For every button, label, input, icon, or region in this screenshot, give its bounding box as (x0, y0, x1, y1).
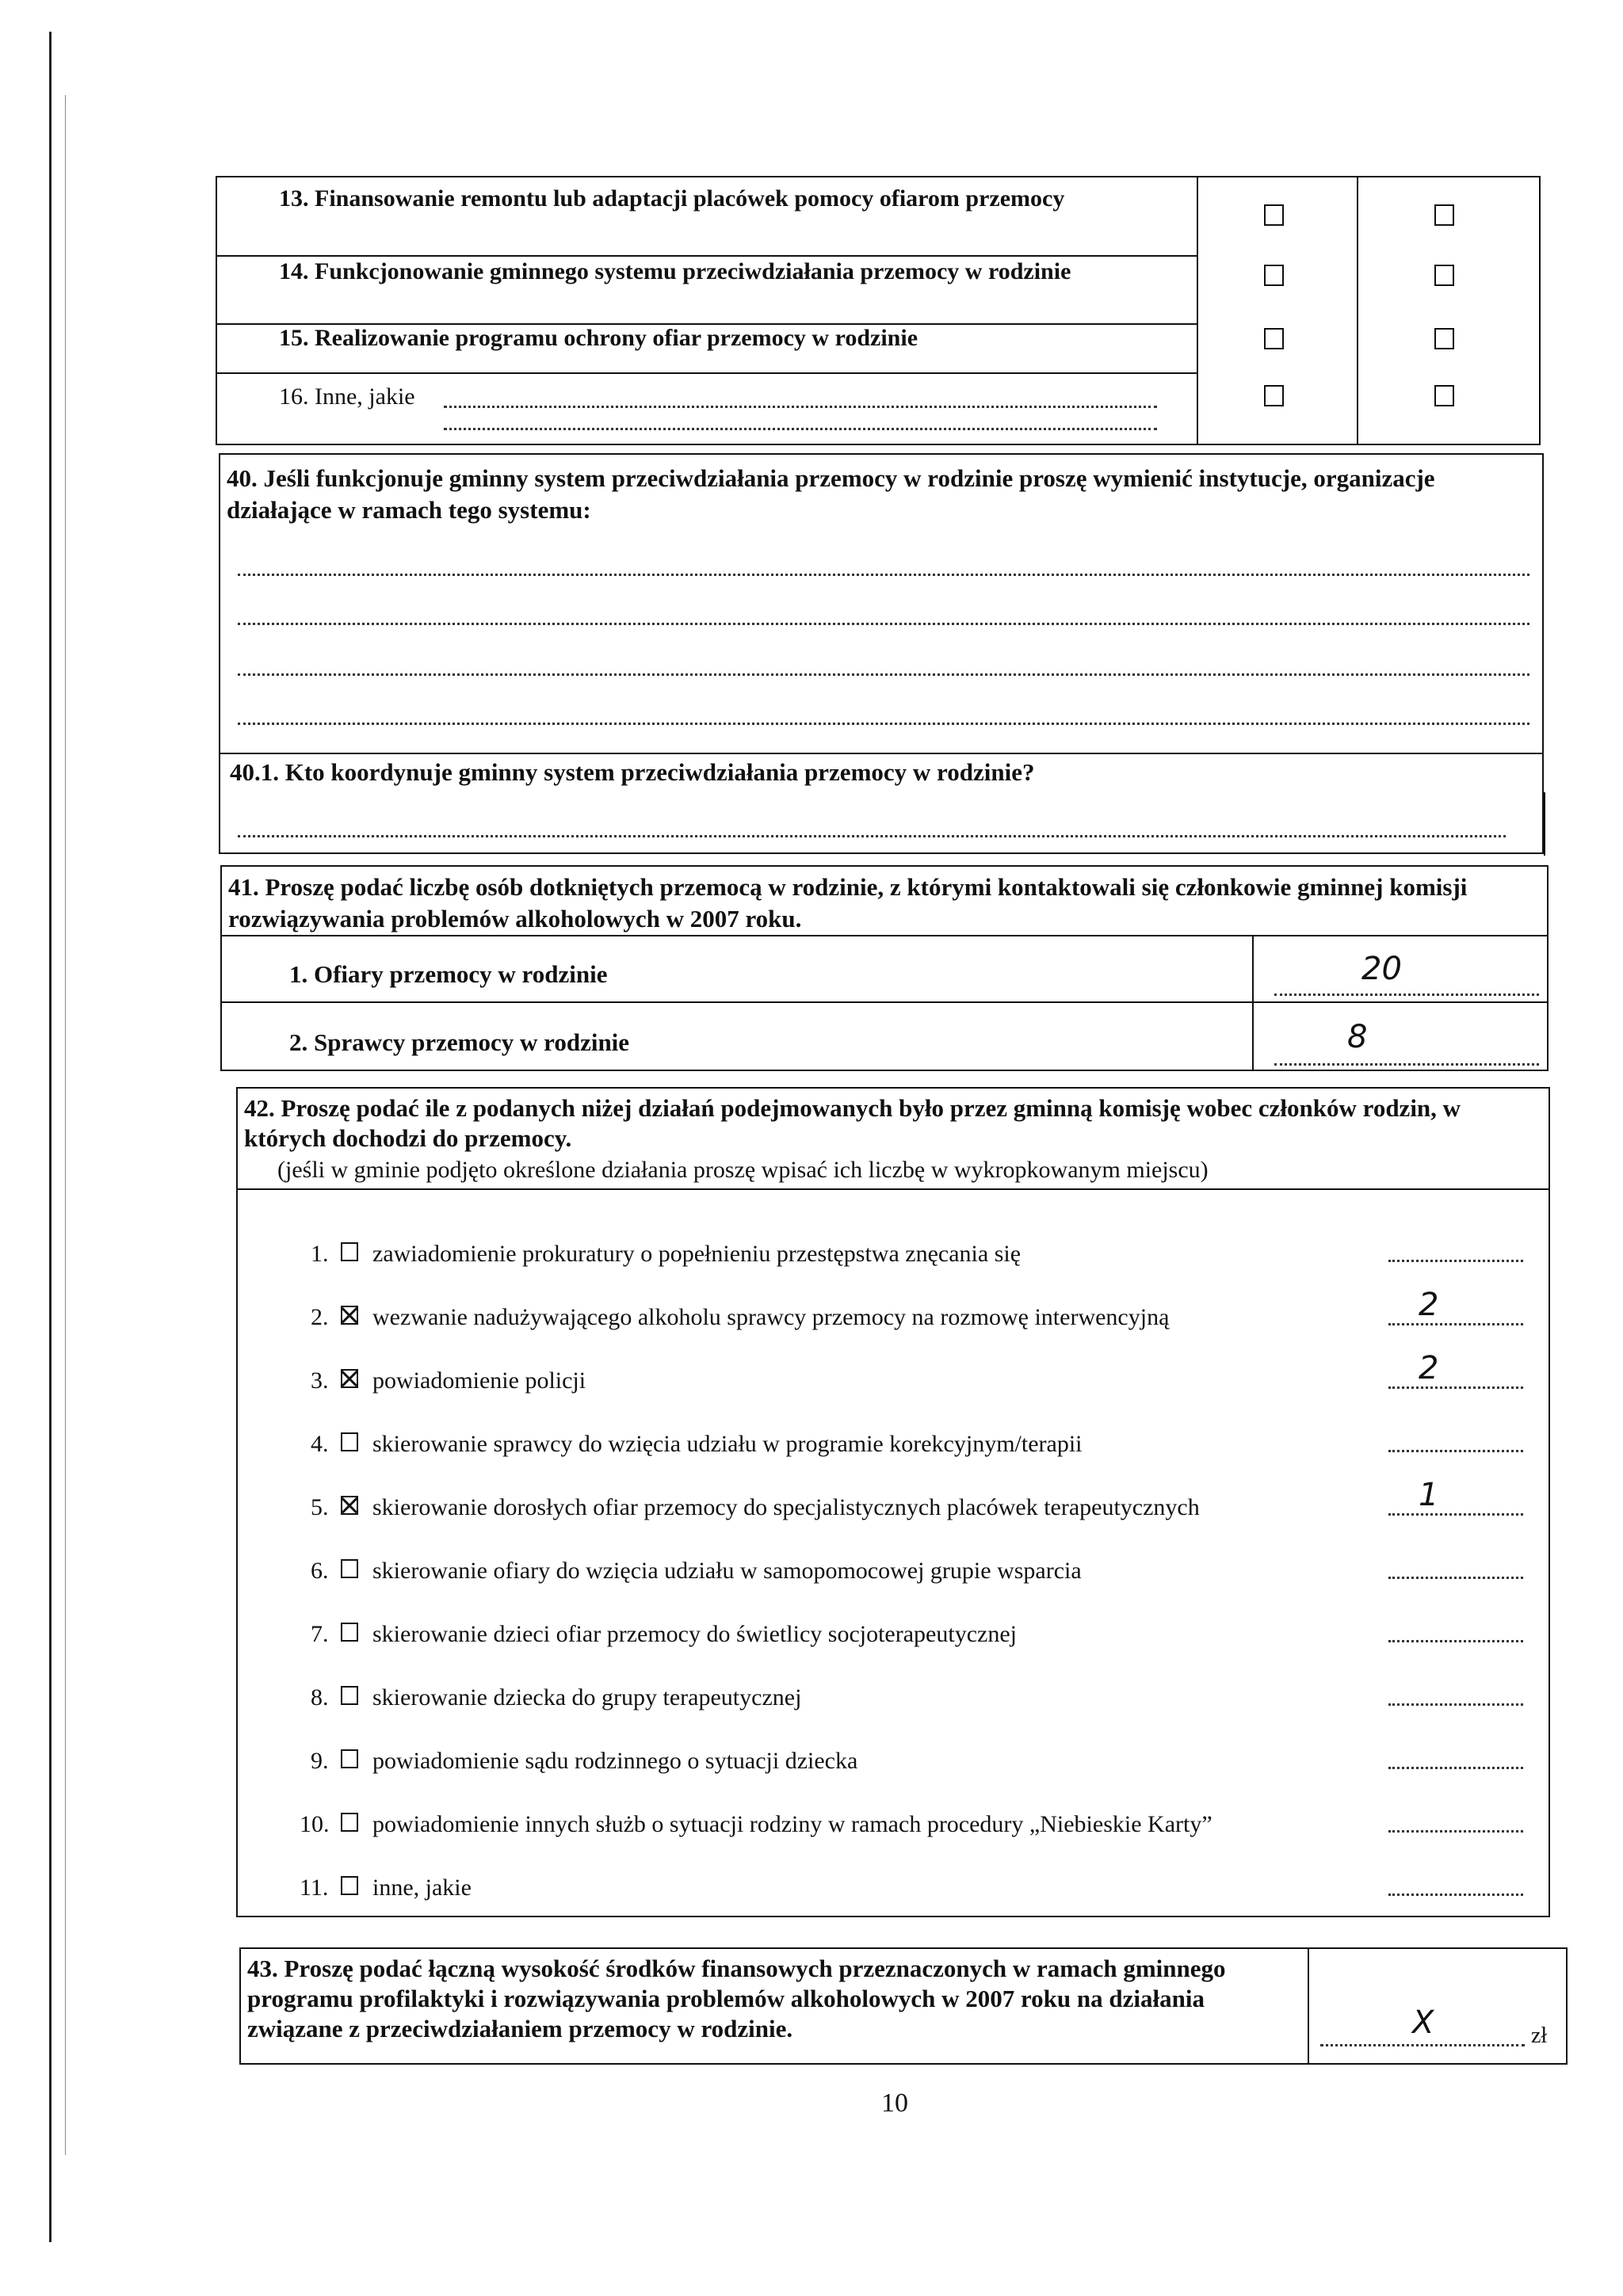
q39-row-16-dots-1 (444, 406, 1157, 408)
q42-item-count-dots (1388, 1450, 1523, 1452)
q42-item-checkbox[interactable] (341, 1813, 358, 1832)
q42-item-count-dots (1388, 1830, 1523, 1833)
binding-edge (49, 32, 52, 2242)
q40-answer-line-4 (238, 723, 1529, 725)
q39-row-16-checkbox-a[interactable] (1264, 385, 1284, 406)
q42-item-count-dots (1388, 1577, 1523, 1579)
q42-item-count-value[interactable]: 2 (1419, 1287, 1439, 1323)
q41-row-2-value[interactable]: 8 (1347, 1019, 1368, 1055)
q41-row-2-label: 2. Sprawcy przemocy w rodzinie (289, 1028, 630, 1056)
q42-item-count-dots (1388, 1640, 1523, 1642)
q42-item-label: inne, jakie (372, 1875, 472, 1901)
q42-item-count-dots (1388, 1260, 1523, 1262)
q43-amount-value[interactable]: X (1412, 2004, 1434, 2041)
q42-item-count-dots (1388, 1703, 1523, 1706)
q42-item-label: powiadomienie innych służb o sytuacji rodziny w ramach procedury „Niebieskie Karty” (372, 1811, 1212, 1837)
binding-edge-faint (65, 95, 66, 2155)
page-number: 10 (881, 2088, 908, 2118)
q41-question: 41. Proszę podać liczbę osób dotkniętych przemocą w rodzinie, z którymi kontaktowali się członkowie gminnej komisji rozwiązywania problemów alkoholowych w 2007 roku. (228, 873, 1468, 933)
q42-item-label: skierowanie dorosłych ofiar przemocy do specjalistycznych placówek terapeutycznych (372, 1494, 1200, 1520)
q39-row-14-checkbox-a[interactable] (1264, 265, 1284, 286)
q42-item-count-dots (1388, 1386, 1523, 1389)
q42-item-count-value[interactable]: 1 (1419, 1477, 1439, 1513)
q43-currency-unit: zł (1531, 2023, 1548, 2048)
q42-item-checkbox[interactable] (341, 1876, 358, 1895)
q42-item-label: skierowanie dziecka do grupy terapeutycznej (372, 1684, 802, 1711)
q39-row-13-checkbox-b[interactable] (1434, 204, 1454, 226)
q42-item-label: powiadomienie policji (372, 1367, 586, 1394)
q42-item-number: 3. (311, 1367, 329, 1394)
q42-item-count-dots (1388, 1767, 1523, 1769)
q42-item-checkbox[interactable] (341, 1369, 358, 1388)
q39-row-16-dots-2 (444, 428, 1157, 430)
q42-item-checkbox[interactable] (341, 1559, 358, 1578)
q42-item-checkbox[interactable] (341, 1623, 358, 1642)
q39-row-14-label: 14. Funkcjonowanie gminnego systemu przeciwdziałania przemocy w rodzinie (279, 258, 1071, 284)
q42-item-label: zawiadomienie prokuratury o popełnieniu przestępstwa znęcania się (372, 1241, 1022, 1267)
q41-row-2-dots (1274, 1063, 1539, 1066)
q42-item-count-value[interactable]: 2 (1419, 1350, 1439, 1386)
q42-item-number: 5. (311, 1494, 329, 1520)
q41-row-1-dots (1274, 994, 1539, 996)
q42-item-checkbox[interactable] (341, 1749, 358, 1768)
q40-answer-line-1 (238, 574, 1529, 576)
q42-item-number: 8. (311, 1684, 329, 1711)
q42-item-label: wezwanie nadużywającego alkoholu sprawcy przemocy na rozmowę interwencyjną (372, 1304, 1170, 1330)
q39-row-16-label: 16. Inne, jakie (279, 383, 415, 410)
q40-1-answer-line (238, 835, 1506, 837)
q42-item-checkbox[interactable] (341, 1432, 358, 1451)
q42-item-checkbox[interactable] (341, 1496, 358, 1515)
q40-1-question: 40.1. Kto koordynuje gminny system przeciwdziałania przemocy w rodzinie? (230, 758, 1035, 786)
q40-answer-line-2 (238, 623, 1529, 625)
q42-item-number: 9. (311, 1748, 329, 1774)
q43-amount-dots (1320, 2044, 1525, 2046)
q42-item-checkbox[interactable] (341, 1242, 358, 1261)
q42-item-label: skierowanie ofiary do wzięcia udziału w samopomocowej grupie wsparcia (372, 1558, 1082, 1584)
q39-row-14-checkbox-b[interactable] (1434, 265, 1454, 286)
q39-row-16-checkbox-b[interactable] (1434, 385, 1454, 406)
q42-item-count-dots (1388, 1323, 1523, 1325)
q39-row-15-label: 15. Realizowanie programu ochrony ofiar przemocy w rodzinie (279, 325, 918, 351)
q41-row-1-label: 1. Ofiary przemocy w rodzinie (289, 960, 608, 988)
q42-item-label: powiadomienie sądu rodzinnego o sytuacji dziecka (372, 1748, 858, 1774)
q42-item-number: 11. (300, 1875, 329, 1901)
q42-item-count-dots (1388, 1894, 1523, 1896)
q42-item-number: 4. (311, 1431, 329, 1457)
q42-item-number: 7. (311, 1621, 329, 1647)
q39-row-13-checkbox-a[interactable] (1264, 204, 1284, 226)
q42-item-checkbox[interactable] (341, 1306, 358, 1325)
q42-item-number: 6. (311, 1558, 329, 1584)
q42-question: 42. Proszę podać ile z podanych niżej działań podejmowanych było przez gminną komisję wobec członków rodzin, w których dochodzi do przemocy. (244, 1094, 1461, 1152)
q42-item-checkbox[interactable] (341, 1686, 358, 1705)
q39-row-15-checkbox-a[interactable] (1264, 328, 1284, 349)
q42-note: (jeśli w gminie podjęto określone działania proszę wpisać ich liczbę w wykropkowanym miejscu) (277, 1157, 1209, 1183)
q40-answer-line-3 (238, 673, 1529, 676)
q42-item-label: skierowanie sprawcy do wzięcia udziału w programie korekcyjnym/terapii (372, 1431, 1083, 1457)
q39-row-15-checkbox-b[interactable] (1434, 328, 1454, 349)
q40-question: 40. Jeśli funkcjonuje gminny system przeciwdziałania przemocy w rodzinie proszę wymienić instytucje, organizacje działające w ramach tego systemu: (227, 464, 1435, 524)
q42-item-label: skierowanie dzieci ofiar przemocy do świetlicy socjoterapeutycznej (372, 1621, 1017, 1647)
q43-question: 43. Proszę podać łączną wysokość środków finansowych przeznaczonych w ramach gminnego programu profilaktyki i rozwiązywania problemów alkoholowych w 2007 roku na działania związane z przeciwdziałaniem przemocy w rodzinie. (247, 1955, 1226, 2042)
q42-item-number: 1. (311, 1241, 329, 1267)
q42-item-count-dots (1388, 1513, 1523, 1516)
q42-item-number: 10. (300, 1811, 330, 1837)
q42-item-number: 2. (311, 1304, 329, 1330)
q41-row-1-value[interactable]: 20 (1361, 951, 1402, 987)
q39-row-13-label: 13. Finansowanie remontu lub adaptacji placówek pomocy ofiarom przemocy (279, 185, 1065, 212)
